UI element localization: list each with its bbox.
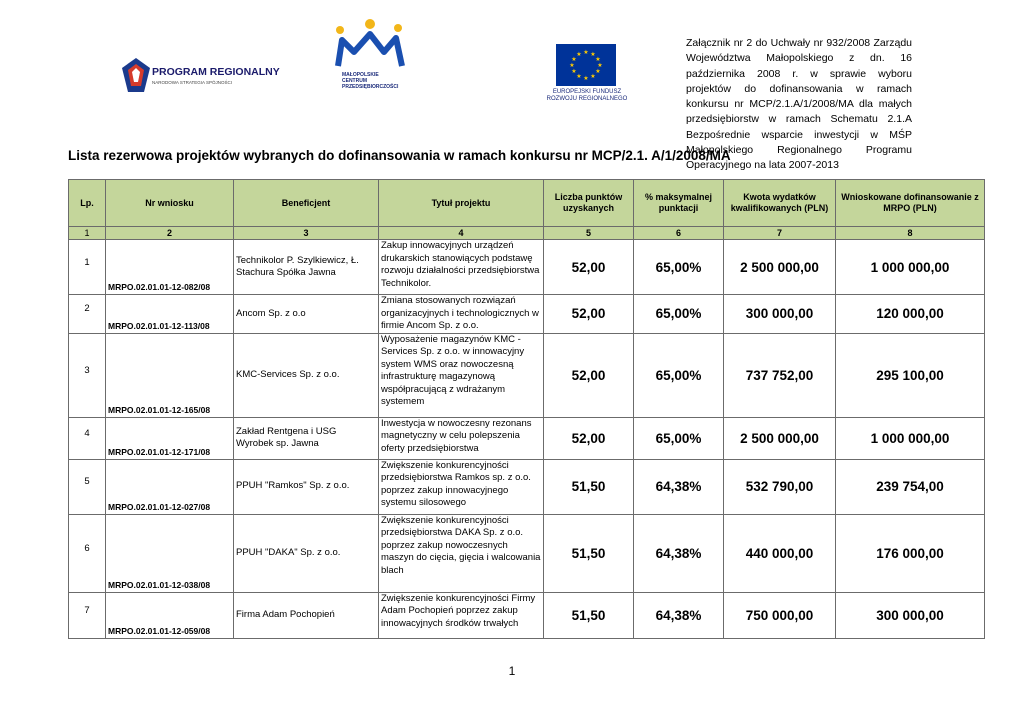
mcp-logo-line: MAŁOPOLSKIE xyxy=(342,72,379,78)
cell-kwota-wydatkow: 300 000,00 xyxy=(724,295,836,334)
cell-nr-wniosku: MRPO.02.01.01-12-165/08 xyxy=(106,333,234,417)
column-number: 4 xyxy=(379,227,544,240)
program-regionalny-subtitle: NARODOWA STRATEGIA SPÓJNOŚCI xyxy=(152,80,233,85)
cell-kwota-wydatkow: 532 790,00 xyxy=(724,459,836,514)
svg-text:★: ★ xyxy=(595,68,601,75)
table-row xyxy=(69,240,985,295)
cell-lp: 7 xyxy=(69,592,106,638)
cell-nr-wniosku: MRPO.02.01.01-12-082/08 xyxy=(106,240,234,295)
program-regionalny-emblem-icon xyxy=(122,58,150,92)
cell-procent-punktacji: 65,00% xyxy=(634,333,724,417)
header-liczba-punktow: Liczba punktów uzyskanych xyxy=(544,180,634,227)
header-kwota-wydatkow: Kwota wydatków kwalifikowanych (PLN) xyxy=(724,180,836,227)
cell-procent-punktacji: 65,00% xyxy=(634,417,724,459)
cell-wnioskowane-dofinansowanie: 295 100,00 xyxy=(836,333,985,417)
header-beneficjent: Beneficjent xyxy=(234,180,379,227)
svg-text:★: ★ xyxy=(590,73,596,80)
page-number: 1 xyxy=(508,664,516,678)
cell-lp: 4 xyxy=(69,417,106,459)
cell-lp: 5 xyxy=(69,459,106,514)
column-number: 2 xyxy=(106,227,234,240)
header-lp: Lp. xyxy=(69,180,106,227)
header-nr-wniosku: Nr wniosku xyxy=(106,180,234,227)
column-number: 6 xyxy=(634,227,724,240)
cell-tytul-projektu: Zakup innowacyjnych urządzeń drukarskich stanowiących podstawę rozwoju działalności przedsiębiorstwa Technikolor. xyxy=(379,240,544,295)
svg-text:★: ★ xyxy=(571,56,577,63)
cell-lp: 3 xyxy=(69,333,106,417)
cell-beneficjent: PPUH "DAKA" Sp. z o.o. xyxy=(234,514,379,592)
svg-text:★: ★ xyxy=(595,56,601,63)
svg-text:★: ★ xyxy=(597,62,603,69)
column-number: 7 xyxy=(724,227,836,240)
svg-text:★: ★ xyxy=(569,62,575,69)
cell-nr-wniosku: MRPO.02.01.01-12-171/08 xyxy=(106,417,234,459)
mcp-logo-text xyxy=(342,72,398,90)
eu-fund-text xyxy=(540,89,634,103)
cell-kwota-wydatkow: 2 500 000,00 xyxy=(724,240,836,295)
mcp-logo-line: PRZEDSIĘBIORCZOŚCI xyxy=(342,84,399,90)
cell-procent-punktacji: 64,38% xyxy=(634,459,724,514)
cell-wnioskowane-dofinansowanie: 1 000 000,00 xyxy=(836,240,985,295)
eu-fund-logo xyxy=(540,44,634,108)
cell-tytul-projektu: Inwestycja w nowoczesny rezonans magnetyczny w celu polepszenia oferty przedsiębiorstwa xyxy=(379,417,544,459)
cell-nr-wniosku: MRPO.02.01.01-12-113/08 xyxy=(106,295,234,334)
cell-nr-wniosku: MRPO.02.01.01-12-027/08 xyxy=(106,459,234,514)
cell-liczba-punktow: 52,00 xyxy=(544,333,634,417)
cell-tytul-projektu: Zwiększenie konkurencyjności przedsiębiorstwa DAKA Sp. z o.o. poprzez zakup nowoczesnych maszyn do cięcia, gięcia i walcowania blach xyxy=(379,514,544,592)
cell-procent-punktacji: 65,00% xyxy=(634,240,724,295)
annex-note: Załącznik nr 2 do Uchwały nr 932/2008 Zarządu Województwa Małopolskiego z dn. 16 października 2008 r. w sprawie wyboru projektów do dofinansowania w ramach konkursu nr MCP/2.1.A/1/2008/MA dla małych przedsiębiorstw w ramach Schematu 2.1.A Bezpośrednie wsparcie inwestycji w MŚP Małopolskiego Regionalnego Programu Operacyjnego na lata 2007-2013 xyxy=(686,37,912,172)
cell-lp: 1 xyxy=(69,240,106,295)
mcp-logo xyxy=(332,18,408,110)
table-row xyxy=(69,417,985,459)
header-tytul-projektu: Tytuł projektu xyxy=(379,180,544,227)
cell-kwota-wydatkow: 750 000,00 xyxy=(724,592,836,638)
cell-wnioskowane-dofinansowanie: 120 000,00 xyxy=(836,295,985,334)
table-row xyxy=(69,333,985,417)
svg-text:★: ★ xyxy=(576,73,582,80)
cell-tytul-projektu: Zmiana stosowanych rozwiązań organizacyjnych i technologicznych w firmie Ancom Sp. z o.o. xyxy=(379,295,544,334)
cell-nr-wniosku: MRPO.02.01.01-12-059/08 xyxy=(106,592,234,638)
table-row xyxy=(69,514,985,592)
cell-kwota-wydatkow: 2 500 000,00 xyxy=(724,417,836,459)
cell-kwota-wydatkow: 440 000,00 xyxy=(724,514,836,592)
cell-beneficjent: PPUH "Ramkos" Sp. z o.o. xyxy=(234,459,379,514)
cell-beneficjent: Zakład Rentgena i USG Wyrobek sp. Jawna xyxy=(234,417,379,459)
eu-fund-line: EUROPEJSKI FUNDUSZ xyxy=(552,89,622,95)
header-procent-punktacji: % maksymalnej punktacji xyxy=(634,180,724,227)
cell-wnioskowane-dofinansowanie: 1 000 000,00 xyxy=(836,417,985,459)
program-regionalny-title: PROGRAM REGIONALNY xyxy=(152,66,280,78)
column-number: 3 xyxy=(234,227,379,240)
cell-liczba-punktow: 51,50 xyxy=(544,514,634,592)
svg-text:★: ★ xyxy=(583,49,589,56)
table-row xyxy=(69,459,985,514)
cell-liczba-punktow: 52,00 xyxy=(544,417,634,459)
column-number-row xyxy=(69,227,985,240)
svg-text:★: ★ xyxy=(571,68,577,75)
cell-tytul-projektu: Wyposażenie magazynów KMC - Services Sp. z o.o. w innowacyjny system WMS oraz nowoczesną infrastrukturę magazynową współpracującą z wdrażanym systemem xyxy=(379,333,544,417)
column-number: 8 xyxy=(836,227,985,240)
cell-wnioskowane-dofinansowanie: 239 754,00 xyxy=(836,459,985,514)
svg-text:★: ★ xyxy=(590,51,596,58)
cell-liczba-punktow: 51,50 xyxy=(544,592,634,638)
cell-tytul-projektu: Zwiększenie konkurencyjności przedsiębiorstwa Ramkos sp. z o.o. poprzez zakup innowacyjnego systemu silosowego xyxy=(379,459,544,514)
cell-beneficjent: Firma Adam Pochopień xyxy=(234,592,379,638)
eu-fund-line: ROZWOJU REGIONALNEGO xyxy=(546,96,628,102)
svg-text:★: ★ xyxy=(583,75,589,82)
column-number: 5 xyxy=(544,227,634,240)
cell-beneficjent: KMC-Services Sp. z o.o. xyxy=(234,333,379,417)
cell-liczba-punktow: 52,00 xyxy=(544,295,634,334)
eu-flag-icon xyxy=(556,44,616,86)
cell-lp: 6 xyxy=(69,514,106,592)
column-number: 1 xyxy=(69,227,106,240)
cell-liczba-punktow: 51,50 xyxy=(544,459,634,514)
cell-beneficjent: Ancom Sp. z o.o xyxy=(234,295,379,334)
table-row xyxy=(69,592,985,638)
cell-tytul-projektu: Zwiększenie konkurencyjności Firmy Adam Pochopień poprzez zakup innowacyjnych środków trwałych xyxy=(379,592,544,638)
cell-procent-punktacji: 65,00% xyxy=(634,295,724,334)
cell-kwota-wydatkow: 737 752,00 xyxy=(724,333,836,417)
svg-text:★: ★ xyxy=(576,51,582,58)
cell-liczba-punktow: 52,00 xyxy=(544,240,634,295)
mcp-logo-line: CENTRUM xyxy=(342,78,367,84)
cell-wnioskowane-dofinansowanie: 300 000,00 xyxy=(836,592,985,638)
cell-lp: 2 xyxy=(69,295,106,334)
mcp-emblem-icon xyxy=(332,18,408,70)
cell-procent-punktacji: 64,38% xyxy=(634,514,724,592)
table-row xyxy=(69,295,985,334)
reserve-list-table xyxy=(68,179,985,639)
table-header-row xyxy=(69,180,985,227)
document-title: Lista rezerwowa projektów wybranych do dofinansowania w ramach konkursu nr MCP/2.1. A/1/2008/MA xyxy=(68,148,731,163)
cell-wnioskowane-dofinansowanie: 176 000,00 xyxy=(836,514,985,592)
cell-procent-punktacji: 64,38% xyxy=(634,592,724,638)
program-regionalny-logo xyxy=(122,54,280,96)
cell-beneficjent: Technikolor P. Szylkiewicz, Ł. Stachura Spółka Jawna xyxy=(234,240,379,295)
cell-nr-wniosku: MRPO.02.01.01-12-038/08 xyxy=(106,514,234,592)
header-wnioskowane-dofinansowanie: Wnioskowane dofinansowanie z MRPO (PLN) xyxy=(836,180,985,227)
